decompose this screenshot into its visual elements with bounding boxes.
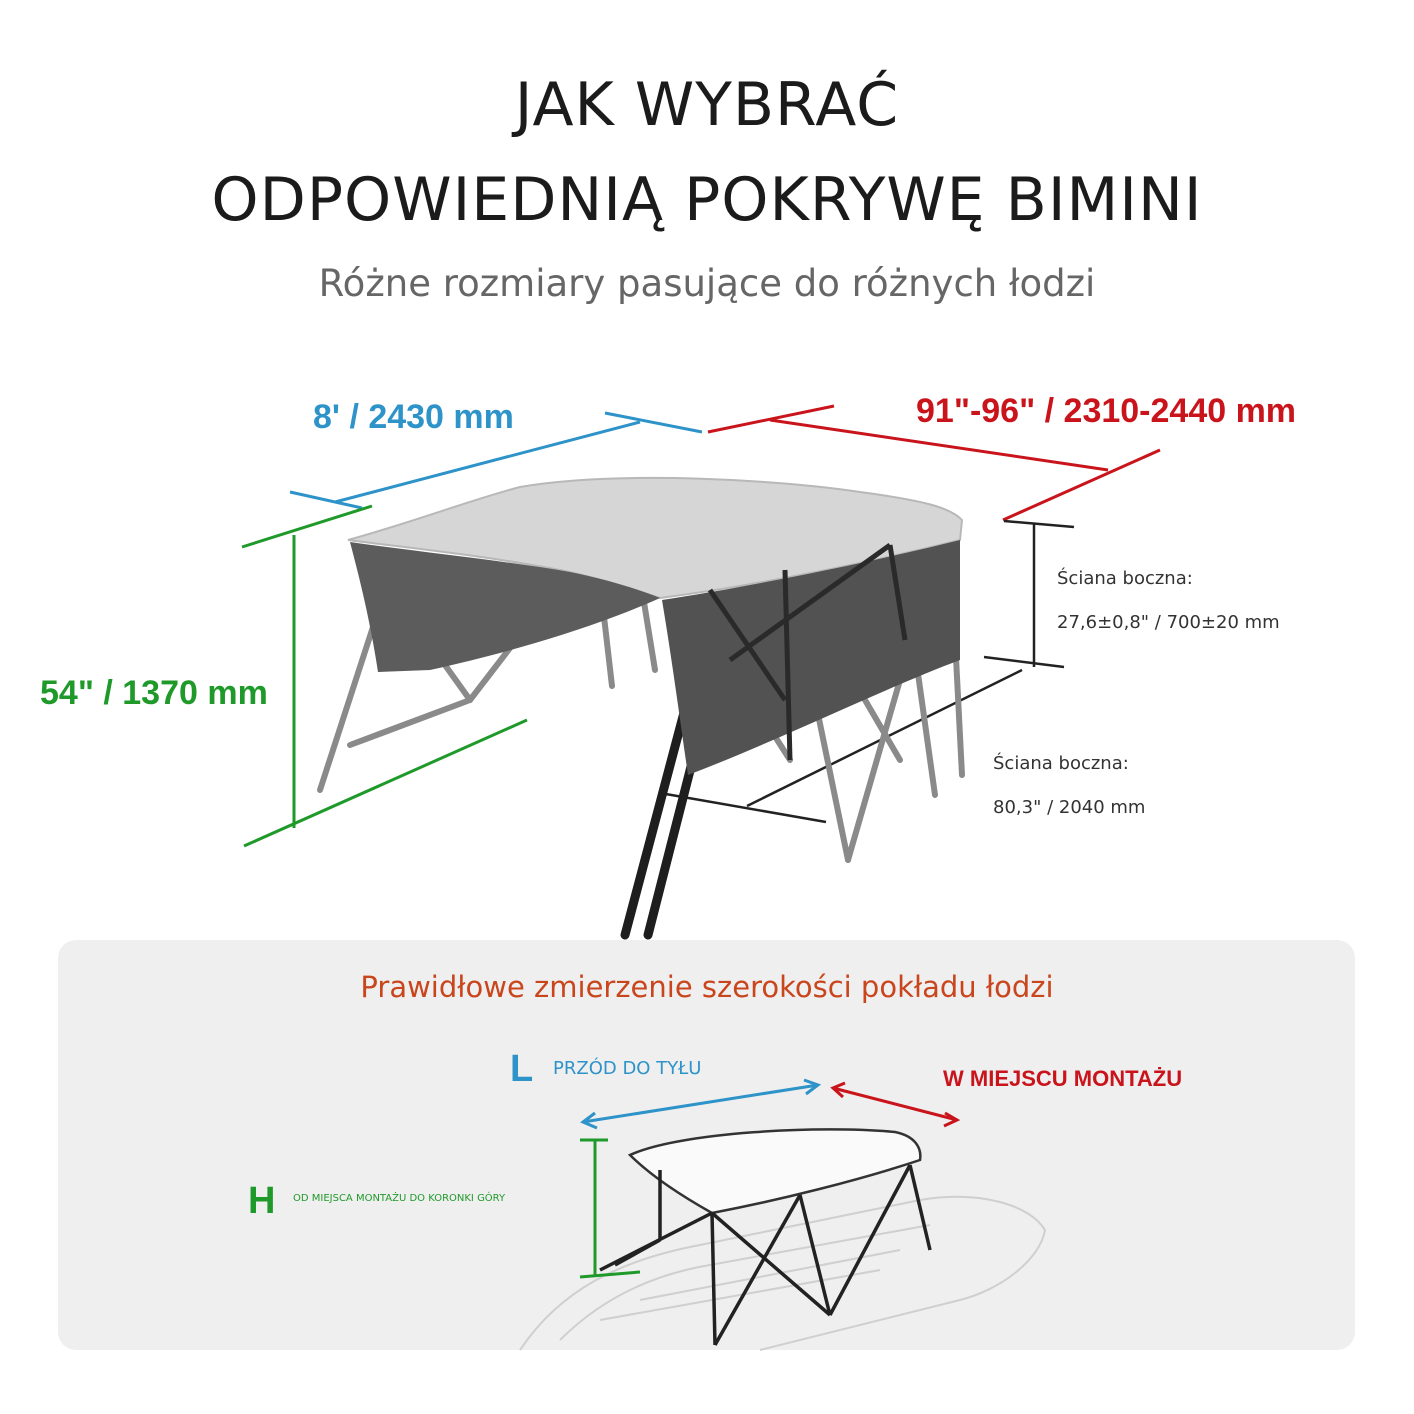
subtitle: Różne rozmiary pasujące do różnych łodzi <box>318 262 1096 305</box>
width-label: 8' / 2430 mm <box>313 398 514 436</box>
side-wall-2-label: Ściana boczna: <box>993 753 1129 774</box>
H-description: OD MIEJSCA MONTAŻU DO KORONKI GÓRY <box>293 1193 506 1204</box>
H-letter: H <box>248 1180 276 1222</box>
side-wall-height-line <box>984 521 1074 667</box>
L-letter: L <box>510 1048 534 1090</box>
side-wall-1-label: Ściana boczna: <box>1057 568 1193 589</box>
length-label: 91"-96" / 2310-2440 mm <box>916 392 1297 430</box>
panel-title: Prawidłowe zmierzenie szerokości pokładu łodzi <box>360 970 1054 1004</box>
title-line-2: ODPOWIEDNIĄ POKRYWĘ BIMINI <box>211 165 1203 235</box>
L-description: PRZÓD DO TYŁU <box>553 1058 702 1079</box>
side-wall-2-value: 80,3" / 2040 mm <box>993 797 1146 818</box>
side-wall-1-value: 27,6±0,8" / 700±20 mm <box>1057 612 1280 633</box>
title-line-1: JAK WYBRAĆ <box>514 70 900 140</box>
W-description: W MIEJSCU MONTAŻU <box>943 1066 1183 1091</box>
height-label: 54" / 1370 mm <box>40 674 268 712</box>
